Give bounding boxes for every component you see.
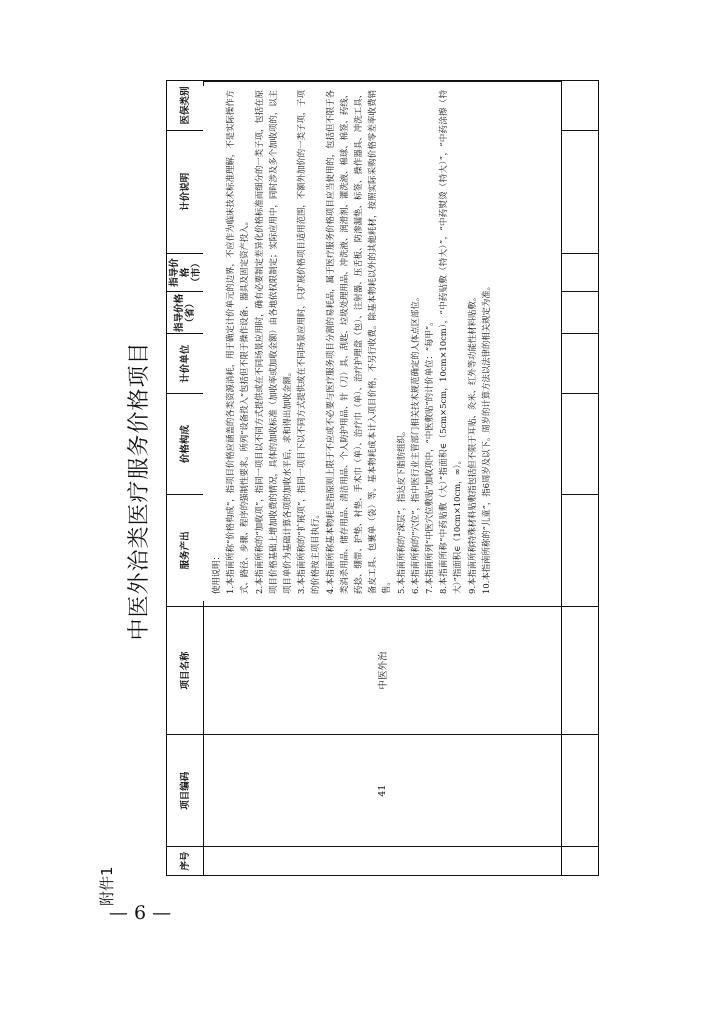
empty-table-row <box>561 81 598 875</box>
price-table <box>166 80 599 876</box>
row-name: 中医外治 <box>203 606 561 735</box>
note-item: 4.本指南所称基本物耗是指原则上限于不应或不必要与医疗服务项目分割的易耗品，属于医疗服务价格项目应当使用的，包括但不限于各类消杀用品、储存用品、清洁用品、个人防护用品、针（刀）具、刮匙、垃圾处理用品、冲洗液、润滑剂、灌洗液、棉球、棉签、药线、药捻、绷带、护垫、衬垫、手术巾（单）、治疗巾（单）、治疗护理盘（包）、注射器、压舌板、防渗漏垫、标签、操作器具、冲洗工具、备皮工具、包裹单（袋）等。基本物耗成本计入项目价格，不另行收费。除基本物耗以外的其他耗材，按照实际采购价格零差率收费销售。 <box>324 90 392 594</box>
table-row <box>203 81 562 875</box>
page-number: — 6 — <box>108 902 172 924</box>
header-city-price: 指导价格 （市） <box>167 253 203 292</box>
header-pricing-note: 计价说明 <box>167 130 203 253</box>
table-header-row <box>167 81 204 875</box>
header-composition: 价格构成 <box>167 393 203 494</box>
note-item: 2.本指南所称的“加收项”，指同一项目以不同方式提供或在不同场景应用时，确有必要制定差异化价格标准而细分的一类子项，包括在原项目价格基础上增加收费的情况，具体的加收标准（加收率或加收金额）由各地依权限制定；实际应用中，同时涉及多个加收项的，以主项目单价为基础计算各项的加收水平后，求和得出加收金额。 <box>253 90 293 594</box>
header-index: 序号 <box>167 846 203 875</box>
header-province-price: 指导价格 （省） <box>167 291 203 333</box>
rotated-landscape-page <box>96 76 606 906</box>
note-item: 3.本指南所称的“扩展项”，指同一项目下以不同方式提供或在不同场景应用时，只扩展价格项目适用范围，不额外加价的一类子项，子项的价格按主项目执行。 <box>296 90 321 594</box>
row-index <box>203 846 561 875</box>
note-item: 6.本指南所称的“穴位”，指中医行业主管部门相关技术规范确定的人体点区部位。 <box>409 292 420 594</box>
row-code: 41 <box>203 734 561 846</box>
header-unit: 计价单位 <box>167 333 203 393</box>
attachment-label: 附件1 <box>98 866 116 906</box>
header-code: 项目编码 <box>167 734 203 846</box>
usage-notes <box>203 86 561 601</box>
note-item: 5.本指南所称的“深层”，指达皮下脂肪组织。 <box>395 426 406 594</box>
note-item: 10.本指南所称的“儿童”，指6周岁及以下。周岁的计算方法以法律的相关规定为准。 <box>480 282 491 594</box>
header-name: 项目名称 <box>167 606 203 735</box>
document-title: 中医外治类医疗服务价格项目 <box>127 341 152 641</box>
note-item: 1.本指南所称“价格构成”，指项目价格应涵盖的各类资源消耗，用于确定计价单元的边界，不应作为临床技术标准理解，不是实际操作方式、路径、步骤、程序的强制性要求。所列“设备投入”包括但不限于操作设备、器具及固定资产投入。 <box>225 90 250 594</box>
header-insurance-category: 医保类别 <box>179 86 191 125</box>
note-item: 8.本指南所称“中药贴敷（大）”指面积∈（5cm×5cm，10cm×10cm），“中药贴敷（特大）”，“中药熨烫（特大）”，“中药涂擦（特大）”指面积∈（10cm×10cm，∞）。 <box>438 90 463 594</box>
header-output: 服务产出 <box>167 494 203 606</box>
note-item: 7.本指南所列“中医穴位敷贴”加收项中，“中医敷贴”的计价单位：“每甲”。 <box>424 317 435 594</box>
note-heading: 使用说明： <box>211 552 221 594</box>
note-item: 9.本指南所称特殊材料贴敷指包括但不限于耳贴、灸米、红外等功能性材料贴敷。 <box>466 292 477 594</box>
